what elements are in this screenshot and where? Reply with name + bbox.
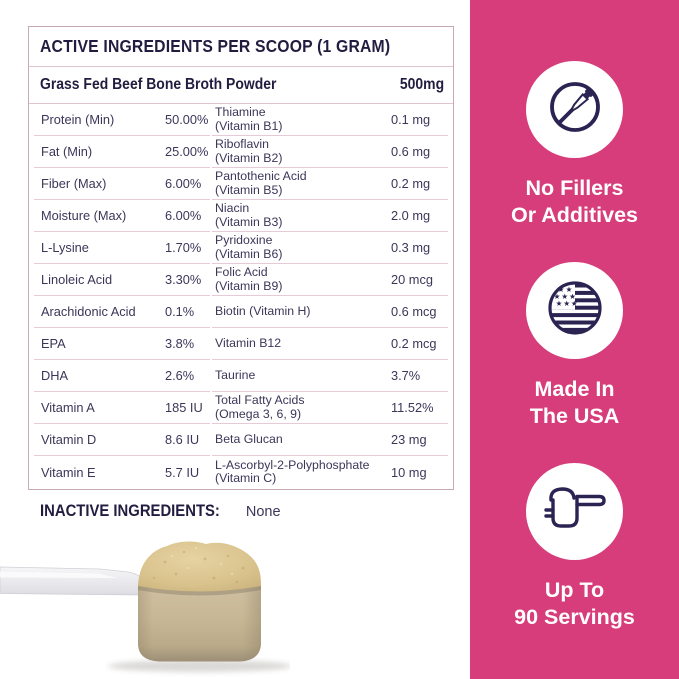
ingredient-row [29, 296, 453, 328]
ingredient-label: L-Lysine [41, 240, 89, 255]
ingredient-value: 0.1% [165, 304, 195, 319]
ingredient-row [29, 456, 453, 488]
ingredient-pair-left [34, 392, 210, 424]
ingredient-row [29, 104, 453, 136]
ingredient-label: DHA [41, 368, 69, 383]
base-ingredient-name: Grass Fed Beef Bone Broth Powder [40, 76, 277, 93]
inactive-ingredients-line [40, 502, 281, 521]
ingredient-label: EPA [41, 336, 66, 351]
usa-flag-icon [546, 279, 604, 342]
ingredient-pair-left [34, 328, 210, 360]
ingredient-row [29, 424, 453, 456]
table-title: ACTIVE INGREDIENTS PER SCOOP (1 GRAM) [40, 36, 391, 56]
badge-text: Made In The USA [529, 377, 620, 428]
ingredient-pair-right [212, 456, 448, 488]
ingredient-row [29, 328, 453, 360]
ingredient-pair-left [34, 264, 210, 296]
ingredient-label: Folic Acid (Vitamin B9) [215, 265, 283, 293]
ingredient-value: 2.6% [165, 368, 195, 383]
ingredients-rows [29, 104, 453, 488]
badge-text: No Fillers Or Additives [510, 176, 639, 227]
svg-text:★: ★ [553, 292, 560, 301]
badge-circle [526, 262, 623, 359]
svg-text:★: ★ [557, 285, 564, 294]
scoop-icon [542, 485, 608, 538]
ingredient-row [29, 232, 453, 264]
ingredient-label: Fiber (Max) [41, 176, 107, 191]
ingredient-label: Protein (Min) [41, 112, 115, 127]
ingredient-value: 10 mg [391, 464, 427, 480]
ingredient-value: 185 IU [165, 400, 203, 415]
ingredient-pair-right [212, 264, 448, 296]
ingredient-pair-right [212, 360, 448, 392]
ingredient-value: 0.2 mcg [391, 336, 437, 351]
ingredient-label: Vitamin E [41, 464, 96, 480]
svg-text:★: ★ [570, 299, 578, 308]
badge-circle [526, 463, 623, 560]
svg-text:★: ★ [565, 285, 572, 294]
ingredient-value: 6.00% [165, 208, 202, 223]
ingredient-row [29, 136, 453, 168]
badge-servings [470, 463, 679, 631]
ingredient-label: Vitamin D [41, 432, 97, 447]
ingredient-label: Niacin (Vitamin B3) [215, 201, 283, 229]
ingredient-pair-left [34, 232, 210, 264]
ingredient-pair-right [212, 392, 448, 424]
svg-text:★: ★ [562, 299, 570, 308]
ingredient-label: Biotin (Vitamin H) [215, 303, 311, 318]
svg-text:★: ★ [568, 292, 576, 301]
badge-made-in-usa [470, 262, 679, 430]
ingredient-pair-left [34, 136, 210, 168]
ingredient-pair-right [212, 104, 448, 136]
ingredient-label: Beta Glucan [215, 431, 283, 446]
ingredient-value: 3.30% [165, 272, 202, 287]
ingredient-row [29, 200, 453, 232]
base-ingredient-row [29, 67, 453, 104]
svg-text:★: ★ [555, 299, 562, 308]
ingredient-pair-right [212, 296, 448, 328]
ingredient-value: 0.6 mcg [391, 304, 437, 319]
table-title-row [29, 27, 453, 67]
ingredient-pair-left [34, 360, 210, 392]
ingredient-value: 3.7% [391, 368, 421, 383]
powder-scoop-image [0, 538, 290, 679]
ingredient-value: 50.00% [165, 112, 209, 127]
ingredient-label: L-Ascorbyl-2-Polyphosphate (Vitamin C) [215, 457, 370, 485]
inactive-ingredients-value: None [245, 504, 281, 520]
ingredient-value: 20 mcg [391, 272, 433, 287]
ingredient-pair-left [34, 104, 210, 136]
ingredient-pair-right [212, 136, 448, 168]
ingredient-pair-left [34, 424, 210, 456]
ingredient-label: Thiamine (Vitamin B1) [215, 105, 283, 133]
ingredient-value: 0.2 mg [391, 176, 431, 191]
badge-circle [526, 61, 623, 158]
inactive-ingredients-label: INACTIVE INGREDIENTS: [40, 502, 220, 520]
ingredient-row [29, 168, 453, 200]
ingredient-value: 0.3 mg [391, 240, 431, 255]
ingredient-pair-left [34, 200, 210, 232]
ingredient-value: 2.0 mg [391, 208, 431, 223]
ingredient-label: Linoleic Acid [41, 272, 113, 287]
ingredient-value: 5.7 IU [165, 464, 200, 480]
ingredient-pair-left [34, 168, 210, 200]
ingredient-value: 11.52% [391, 400, 434, 415]
ingredient-label: Total Fatty Acids (Omega 3, 6, 9) [215, 393, 305, 421]
ingredient-value: 8.6 IU [165, 432, 200, 447]
ingredient-pair-left [34, 296, 210, 328]
svg-text:★: ★ [560, 292, 568, 301]
ingredient-row [29, 360, 453, 392]
badge-no-fillers [470, 61, 679, 229]
badge-text: Up To 90 Servings [514, 578, 635, 629]
ingredient-label: Moisture (Max) [41, 208, 127, 223]
ingredient-value: 25.00% [165, 144, 209, 159]
ingredient-value: 23 mg [391, 432, 427, 447]
ingredient-pair-right [212, 232, 448, 264]
no-additives-icon [544, 76, 606, 143]
ingredient-label: Pantothenic Acid (Vitamin B5) [215, 169, 307, 197]
benefits-sidebar [470, 0, 679, 679]
ingredient-label: Riboflavin (Vitamin B2) [215, 137, 283, 165]
ingredient-pair-right [212, 168, 448, 200]
ingredient-value: 0.6 mg [391, 144, 431, 159]
ingredient-label: Vitamin A [41, 400, 95, 415]
ingredient-pair-right [212, 424, 448, 456]
ingredient-label: Pyridoxine (Vitamin B6) [215, 233, 283, 261]
ingredient-pair-left [34, 456, 210, 488]
ingredient-value: 3.8% [165, 336, 195, 351]
ingredient-label: Fat (Min) [41, 144, 93, 159]
ingredient-row [29, 392, 453, 424]
ingredient-value: 1.70% [165, 240, 202, 255]
base-ingredient-amount: 500mg [399, 76, 444, 93]
ingredient-pair-right [212, 200, 448, 232]
ingredient-row [29, 264, 453, 296]
ingredient-label: Taurine [215, 367, 256, 382]
ingredient-value: 6.00% [165, 176, 202, 191]
active-ingredients-table [28, 26, 454, 490]
ingredient-label: Arachidonic Acid [41, 304, 136, 319]
ingredient-pair-right [212, 328, 448, 360]
ingredient-label: Vitamin B12 [215, 335, 282, 350]
ingredient-value: 0.1 mg [391, 112, 431, 127]
